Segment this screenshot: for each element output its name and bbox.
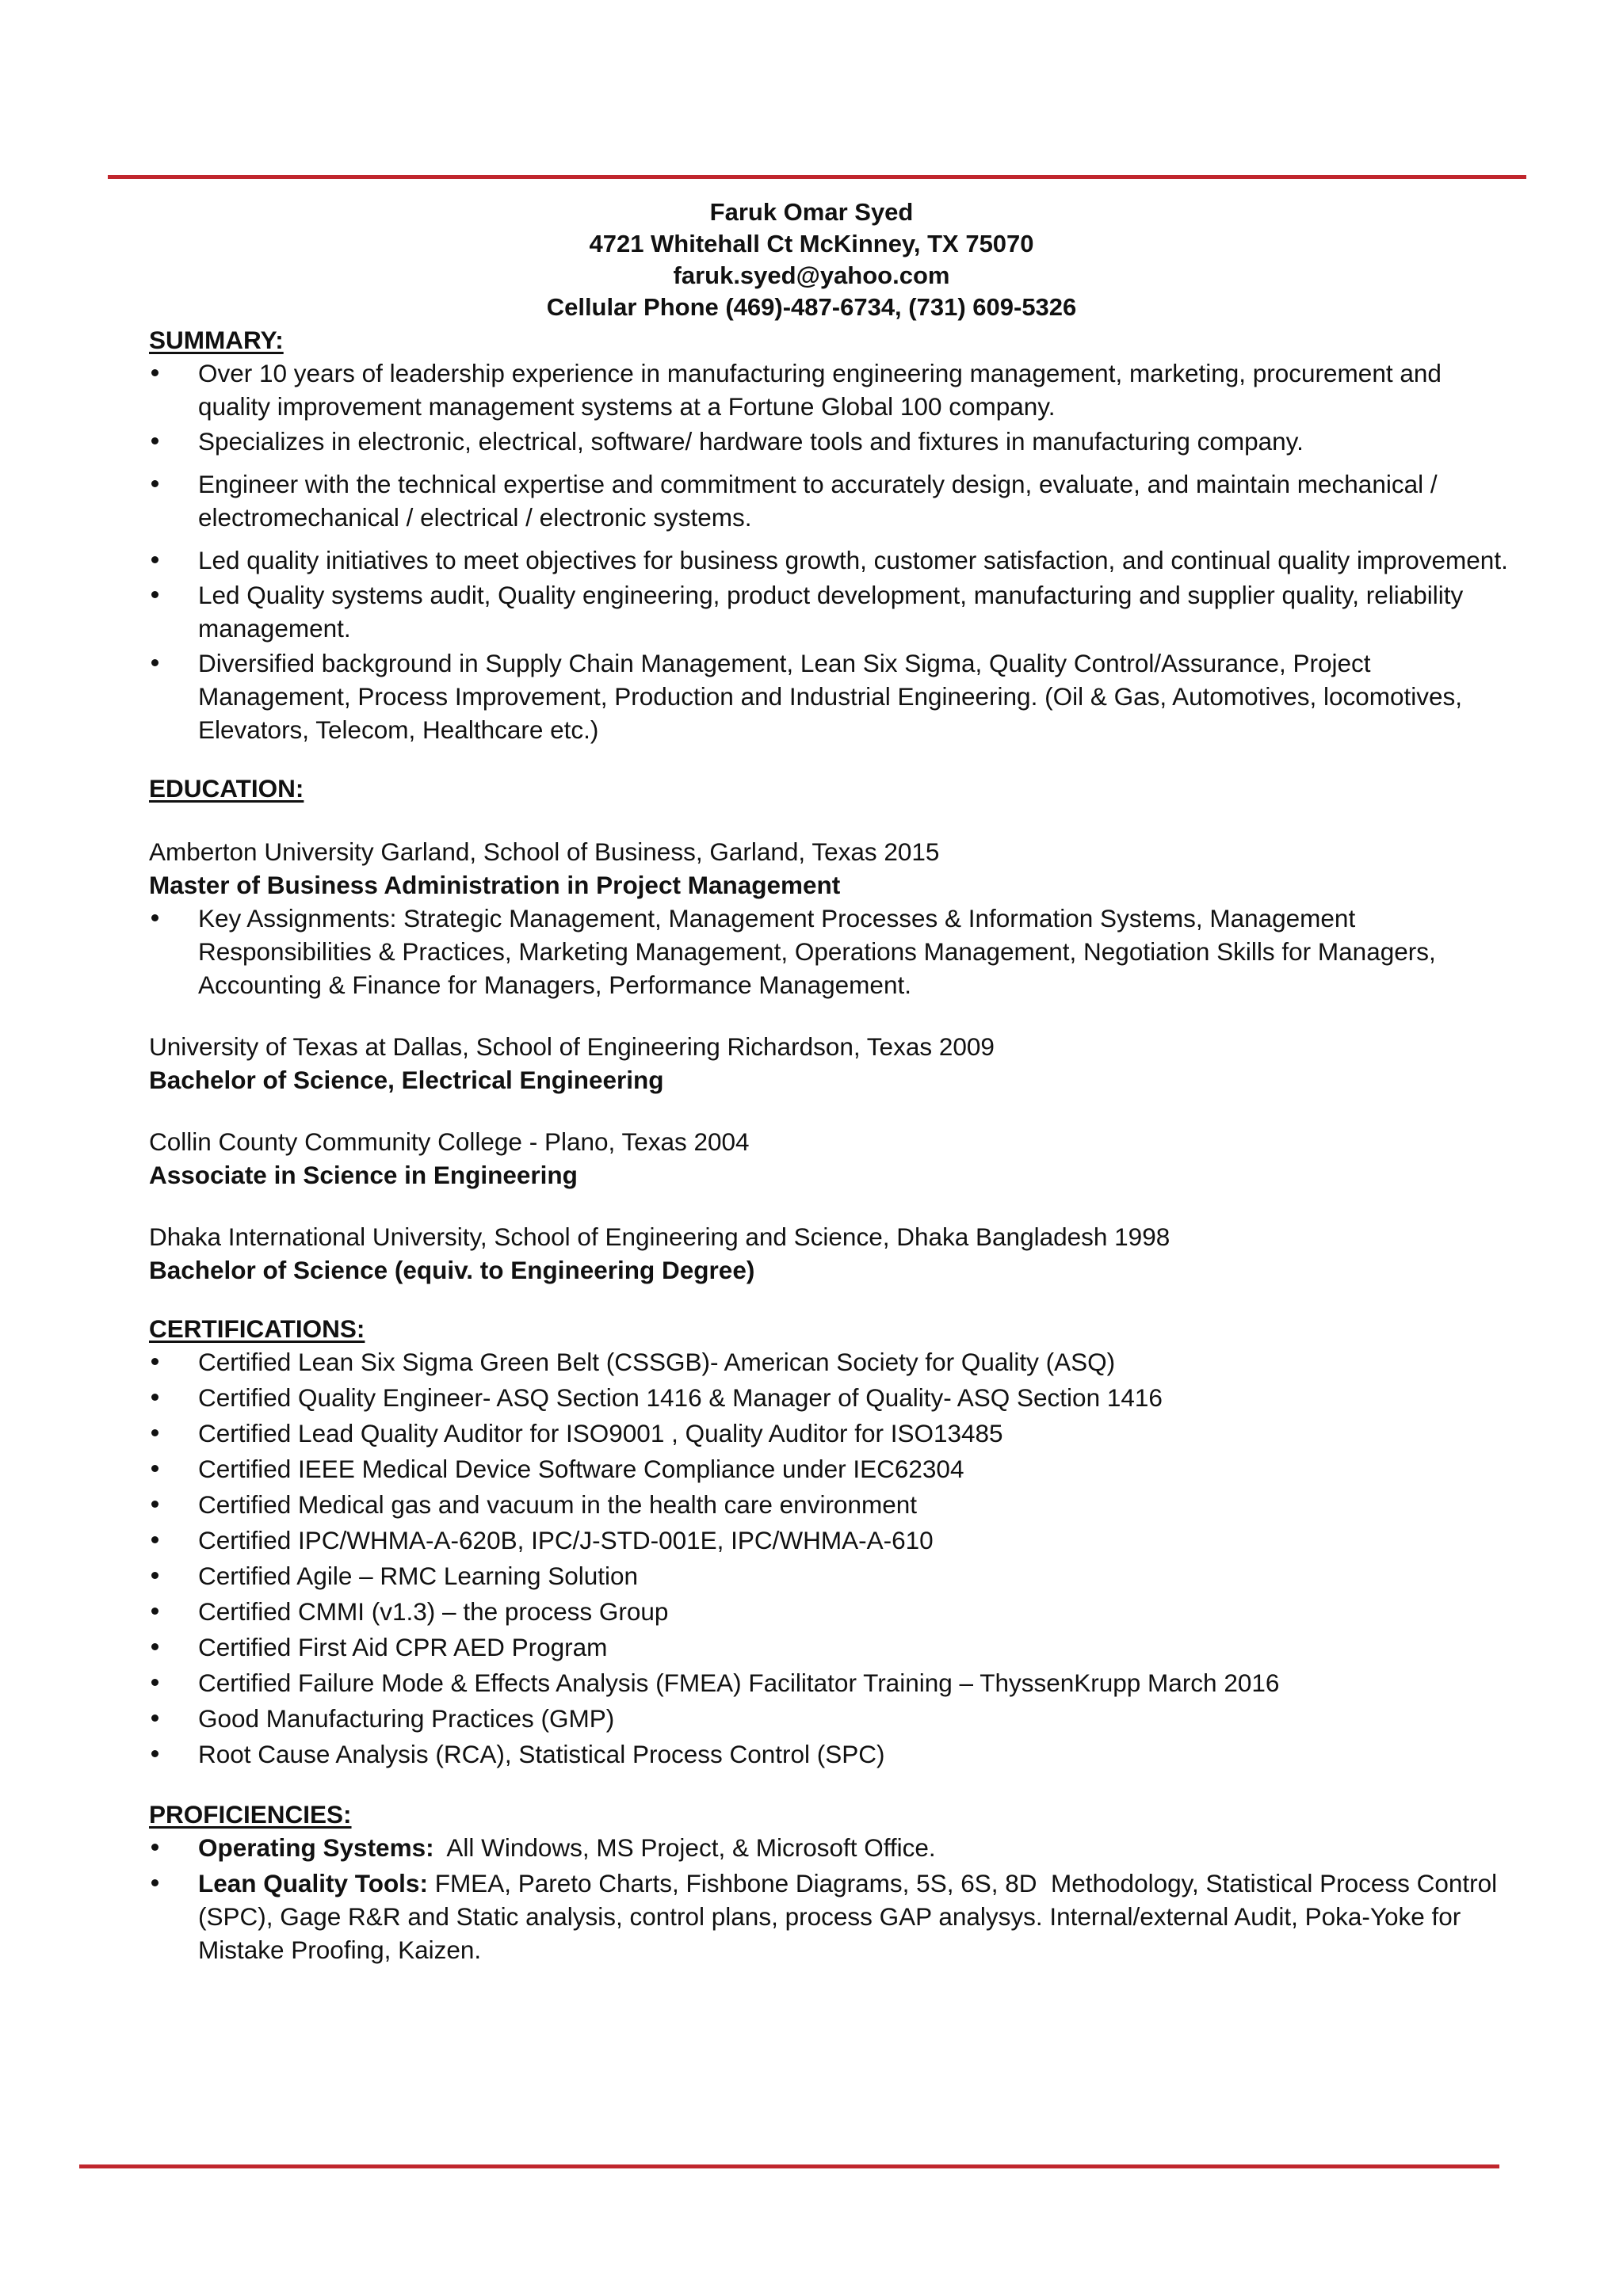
certification-item: Certified CMMI (v1.3) – the process Group [149,1595,1520,1628]
education-entry [149,1125,1520,1192]
degree-title: Bachelor of Science (equiv. to Engineering Degree) [149,1256,755,1284]
certification-item: Certified IPC/WHMA-A-620B, IPC/J-STD-001E, IPC/WHMA-A-610 [149,1524,1520,1557]
certifications-heading: CERTIFICATIONS: [149,1314,365,1343]
proficiency-label: Operating Systems: [198,1833,434,1862]
education-heading: EDUCATION: [149,774,304,803]
certification-item: Good Manufacturing Practices (GMP) [149,1702,1520,1735]
resume-body [149,323,1520,1969]
certification-item: Certified IEEE Medical Device Software Compliance under IEC62304 [149,1452,1520,1486]
summary-item: Led Quality systems audit, Quality engineering, product development, manufacturing and supplier quality, reliability management. [149,578,1520,645]
education-entry [149,835,1520,1001]
education-entry [149,1220,1520,1287]
certification-item: Root Cause Analysis (RCA), Statistical Process Control (SPC) [149,1737,1520,1771]
school-name: University of Texas at Dallas, School of Engineering Richardson, Texas 2009 [149,1032,995,1061]
summary-item: Specializes in electronic, electrical, software/ hardware tools and fixtures in manufacturing company. [149,425,1520,458]
candidate-name: Faruk Omar Syed [709,198,914,226]
school-name: Collin County Community College - Plano, Texas 2004 [149,1127,750,1156]
proficiencies-list [149,1831,1520,1966]
education-detail-list [149,902,1520,1001]
top-divider [108,175,1526,179]
proficiency-label: Lean Quality Tools: [198,1869,428,1897]
degree-title: Bachelor of Science, Electrical Engineering [149,1066,664,1094]
candidate-email: faruk.syed@yahoo.com [673,261,950,289]
contact-header [0,196,1623,323]
certification-item: Certified Failure Mode & Effects Analysis (FMEA) Facilitator Training – ThyssenKrupp March 2016 [149,1666,1520,1699]
certification-item: Certified First Aid CPR AED Program [149,1630,1520,1664]
school-name: Dhaka International University, School of Engineering and Science, Dhaka Bangladesh 1998 [149,1222,1170,1251]
degree-title: Associate in Science in Engineering [149,1161,578,1189]
certifications-list [149,1345,1520,1771]
proficiencies-heading: PROFICIENCIES: [149,1800,352,1829]
certification-item: Certified Agile – RMC Learning Solution [149,1559,1520,1592]
summary-item: Engineer with the technical expertise and commitment to accurately design, evaluate, and maintain mechanical / electromechanical / electrical / electronic systems. [149,467,1520,534]
certification-item: Certified Lean Six Sigma Green Belt (CSSGB)- American Society for Quality (ASQ) [149,1345,1520,1379]
summary-item: Over 10 years of leadership experience in manufacturing engineering management, marketing, procurement and quality improvement management systems at a Fortune Global 100 company. [149,357,1520,423]
bottom-divider [79,2164,1499,2168]
candidate-phone: Cellular Phone (469)-487-6734, (731) 609-5326 [546,293,1077,321]
degree-title: Master of Business Administration in Project Management [149,871,841,899]
summary-heading: SUMMARY: [149,326,284,354]
summary-item: Diversified background in Supply Chain Management, Lean Six Sigma, Quality Control/Assurance, Project Management, Process Improvement, Production and Industrial Engineering. (Oil & Gas, Automotives, locomotives, Elevators, Telecom, Healthcare etc.) [149,646,1520,746]
summary-list [149,357,1520,746]
certification-item: Certified Quality Engineer- ASQ Section 1416 & Manager of Quality- ASQ Section 1416 [149,1381,1520,1414]
candidate-address: 4721 Whitehall Ct McKinney, TX 75070 [589,230,1034,257]
proficiency-text: All Windows, MS Project, & Microsoft Office. [433,1833,936,1862]
proficiency-item [149,1831,1520,1864]
education-detail: Key Assignments: Strategic Management, Management Processes & Information Systems, Management Responsibilities & Practices, Marketing Management, Operations Management, Negotiation Skills for Managers, Accounting & Finance for Managers, Performance Management. [149,902,1520,1001]
proficiency-item [149,1867,1520,1966]
proficiency-text: FMEA, Pareto Charts, Fishbone Diagrams, 5S, 6S, 8D Methodology, Statistical Process Control (SPC), Gage R&R and Static analysis, control plans, process GAP analysys. Internal/external Audit, Poka-Yoke for Mistake Proofing, Kaizen. [198,1869,1504,1964]
certification-item: Certified Lead Quality Auditor for ISO9001 , Quality Auditor for ISO13485 [149,1417,1520,1450]
education-entry [149,1030,1520,1097]
summary-item: Led quality initiatives to meet objectives for business growth, customer satisfaction, and continual quality improvement. [149,543,1520,577]
school-name: Amberton University Garland, School of Business, Garland, Texas 2015 [149,837,940,866]
certification-item: Certified Medical gas and vacuum in the health care environment [149,1488,1520,1521]
